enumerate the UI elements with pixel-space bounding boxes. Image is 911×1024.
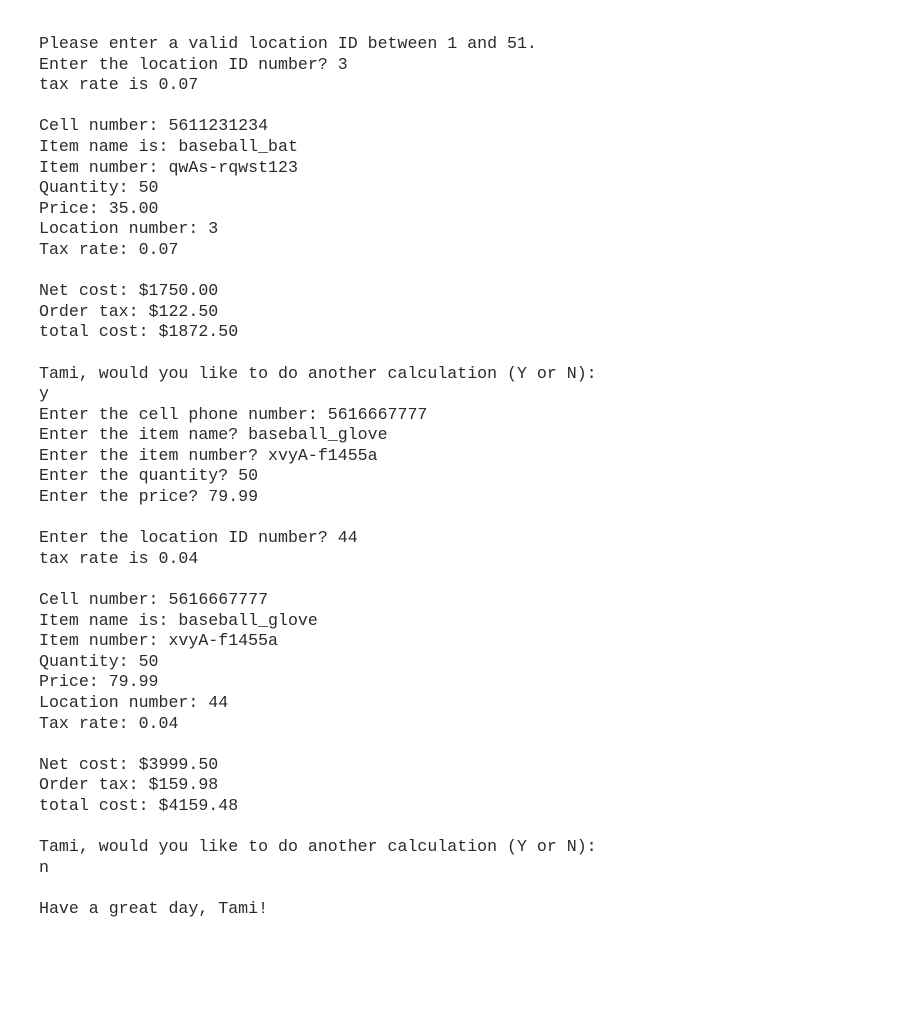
- console-line: Order tax: $122.50: [39, 301, 219, 321]
- console-line: [39, 96, 899, 117]
- console-line: Net cost: $3999.50: [39, 754, 219, 774]
- console-line: [39, 508, 899, 529]
- console-line: Enter the item number? xvyA-f1455a: [39, 445, 378, 465]
- console-line: Quantity: 50: [39, 178, 159, 198]
- console-line: Tax rate: 0.04: [39, 713, 179, 733]
- console-line: [39, 734, 899, 755]
- console-line: Quantity: 50: [39, 651, 159, 671]
- console-line: Enter the quantity? 50: [39, 466, 259, 486]
- console-line: Item number: qwAs-rqwst123: [39, 157, 298, 177]
- console-line: total cost: $1872.50: [39, 322, 239, 342]
- console-line: Cell number: 5611231234: [39, 116, 269, 136]
- console-line: [39, 569, 899, 590]
- console-line: Enter the location ID number? 44: [39, 528, 358, 548]
- console-line: total cost: $4159.48: [39, 795, 239, 815]
- console-line: n: [39, 857, 49, 877]
- console-line: Enter the price? 79.99: [39, 487, 259, 507]
- console-line: Location number: 3: [39, 219, 219, 239]
- console-line: Price: 35.00: [39, 198, 159, 218]
- console-line: Please enter a valid location ID between 1 and 51.: [39, 34, 537, 53]
- console-line: [39, 261, 899, 282]
- console-line: Tami, would you like to do another calculation (Y or N):: [39, 363, 597, 383]
- console-line: Cell number: 5616667777: [39, 590, 269, 610]
- console-line: tax rate is 0.07: [39, 75, 199, 95]
- console-line: Enter the cell phone number: 5616667777: [39, 404, 428, 424]
- console-line: Item name is: baseball_bat: [39, 136, 298, 156]
- console-line: Price: 79.99: [39, 672, 159, 692]
- console-line: Enter the item name? baseball_glove: [39, 425, 388, 445]
- console-line: Net cost: $1750.00: [39, 281, 219, 301]
- console-line: [39, 343, 899, 364]
- console-line: Have a great day, Tami!: [39, 898, 269, 918]
- console-line: Tax rate: 0.07: [39, 239, 179, 259]
- console-line: Location number: 44: [39, 693, 229, 712]
- console-line: Tami, would you like to do another calculation (Y or N):: [39, 837, 597, 857]
- console-line: Enter the location ID number? 3: [39, 54, 348, 74]
- console-line: Item number: xvyA-f1455a: [39, 631, 278, 651]
- console-line: y: [39, 384, 49, 404]
- console-output: [39, 34, 899, 920]
- console-line: [39, 878, 899, 899]
- console-line: tax rate is 0.04: [39, 548, 199, 568]
- console-line: Item name is: baseball_glove: [39, 610, 318, 630]
- console-line: Order tax: $159.98: [39, 775, 219, 795]
- console-line: [39, 817, 899, 838]
